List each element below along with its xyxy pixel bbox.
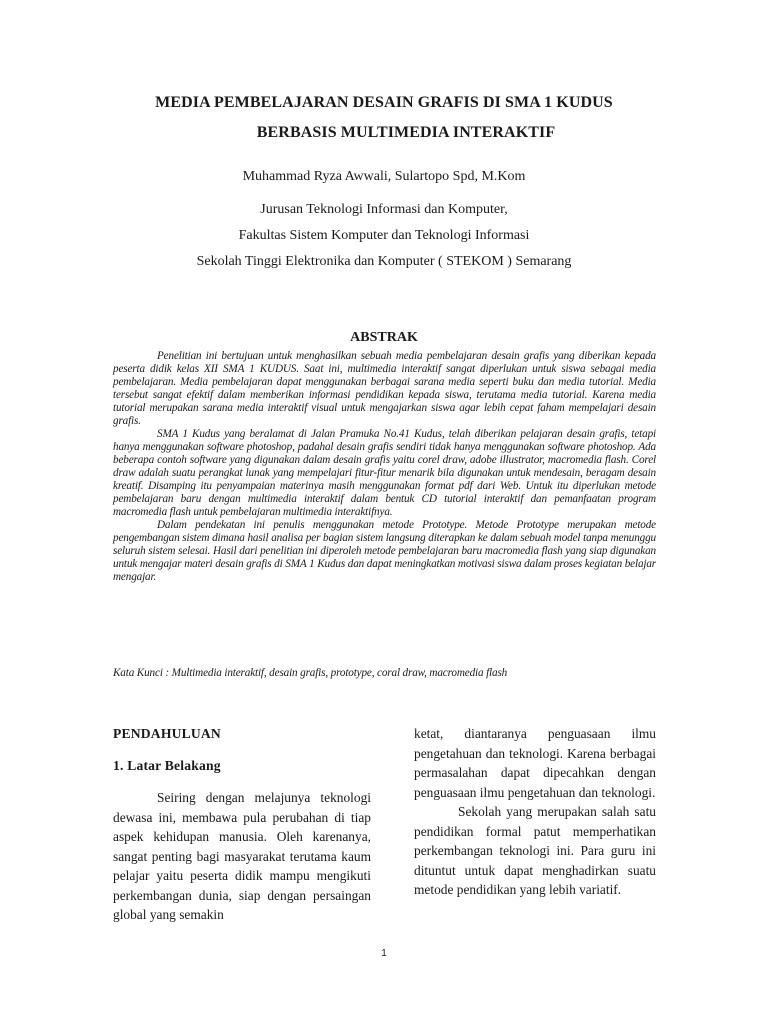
affiliation-department: Jurusan Teknologi Informasi dan Komputer, (260, 202, 508, 217)
affiliation-faculty: Fakultas Sistem Komputer dan Teknologi Informasi (238, 228, 530, 243)
body-paragraph: Sekolah yang merupakan salah satu pendidikan formal patut memperhatikan perkembangan teknologi ini. Para guru ini dituntut untuk dapat menghadirkan suatu metode pendidikan yang lebih variatif. (414, 804, 656, 897)
abstract-paragraph: SMA 1 Kudus yang beralamat di Jalan Pramuka No.41 Kudus, telah diberikan pelajaran desain grafis, tetapi hanya menggunakan software photoshop, padahal desain grafis sendiri tidak hanya menggunakan software photoshop. Ada beberapa contoh software yang digunakan dalam desain grafis yaitu corel draw, adobe illustrator, macromedia flash. Corel draw adalah suatu perangkat lunak yang mempelajari fitur-fitur menarik bila digunakan untuk mendesain, beragam desain kreatif. Disamping itu penyampaian materinya masih menggunakan format pdf dari Web. Untuk itu diperlukan metode pembelajaran baru dengan multimedia interaktif dalam bentuk CD tutorial interaktif dan pemanfaatan program macromedia flash untuk pembelajaran multimedia interaktifnya. (113, 428, 656, 518)
subsection-heading: 1. Latar Belakang (113, 757, 221, 773)
abstract-paragraph: Dalam pendekatan ini penulis menggunakan metode Prototype. Metode Prototype merupakan metode pengembangan sistem dimana hasil analisa per bagian sistem langsung diterapkan ke dalam sebuah model tanpa menunggu seluruh sistem selesai. Hasil dari penelitian ini diperoleh metode pembelajaran baru macromedia flash yang siap digunakan untuk mengajar materi desain grafis di SMA 1 Kudus dan dapat meningkatkan motivasi siswa dalam proses kegiatan belajar mengajar. (113, 519, 656, 583)
page-number: 1 (381, 948, 387, 959)
paper-title-line-2: BERBASIS MULTIMEDIA INTERAKTIF (256, 124, 556, 141)
paper-title-line-1: MEDIA PEMBELAJARAN DESAIN GRAFIS DI SMA 1 KUDUS (155, 94, 613, 111)
body-paragraph: Seiring dengan melajunya teknologi dewasa ini, membawa pula perubahan di tiap aspek kehidupan manusia. Oleh karenanya, sangat penting bagi masyarakat terutama kaum pelajar yaitu peserta didik mampu mengikuti perkembangan dunia, siap dengan persaingan global yang semakin (113, 790, 371, 922)
abstract-heading: ABSTRAK (350, 330, 418, 345)
authors: Muhammad Ryza Awwali, Sulartopo Spd, M.Kom (242, 169, 526, 184)
section-heading: PENDAHULUAN (113, 726, 221, 741)
affiliation-institution: Sekolah Tinggi Elektronika dan Komputer ( STEKOM ) Semarang (196, 254, 572, 269)
body-column-right (414, 724, 656, 900)
keywords: Kata Kunci : Multimedia interaktif, desain grafis, prototype, coral draw, macromedia flash (113, 667, 508, 679)
abstract-body (113, 350, 656, 584)
body-column-left (113, 724, 371, 925)
abstract-paragraph: Penelitian ini bertujuan untuk menghasilkan sebuah media pembelajaran desain grafis yang diberikan kepada peserta didik kelas XII SMA 1 KUDUS. Saat ini, multimedia interaktif sangat diperlukan untuk siswa sebagai media pembelajaran. Media pembelajaran dapat menggunakan berbagai sarana media seperti buku dan media tutorial. Media tersebut sangat efektif dalam memberikan informasi pendidikan kepada siswa, terutama media tutorial. Karena media tutorial merupakan sarana media interaktif visual untuk mengajarkan siswa agar lebih cepat faham mempelajari desain grafis. (113, 350, 656, 427)
body-paragraph: ketat, diantaranya penguasaan ilmu pengetahuan dan teknologi. Karena berbagai permasalahan dapat dipecahkan dengan penguasaan ilmu pengetahuan dan teknologi. (414, 726, 656, 800)
